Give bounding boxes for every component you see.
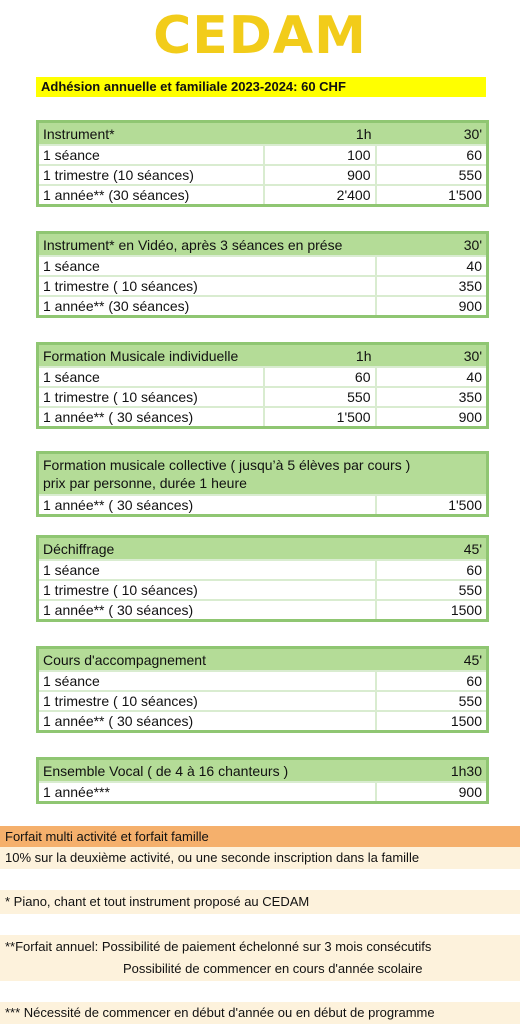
table-header xyxy=(38,122,488,146)
row-label: 1 trimestre ( 10 séances) xyxy=(38,387,264,407)
table-row xyxy=(38,145,488,165)
price-30: 900 xyxy=(376,296,488,317)
row-label: 1 trimestre ( 10 séances) xyxy=(38,580,376,600)
table-header xyxy=(38,759,488,783)
cedam-logo xyxy=(0,6,520,66)
table-row xyxy=(38,407,488,428)
table-title: Cours d'accompagnement xyxy=(38,648,376,672)
forfait-title: Forfait multi activité et forfait famille xyxy=(0,826,520,847)
price-table-accompagnement xyxy=(36,646,489,733)
price-30: 40 xyxy=(376,256,488,276)
row-label: 1 année** (30 séances) xyxy=(38,185,264,206)
price-30: 40 xyxy=(376,367,488,387)
table-row xyxy=(38,276,488,296)
price-table-video xyxy=(36,231,489,318)
table-header xyxy=(38,648,488,672)
table-header xyxy=(38,233,488,257)
duration-1h30: 1h30 xyxy=(376,759,488,783)
footnote-debut: *** Nécessité de commencer en début d'année ou en début de programme xyxy=(0,1002,520,1024)
price-30: 900 xyxy=(376,407,488,428)
price-table-dechiffrage xyxy=(36,535,489,622)
price-1h: 60 xyxy=(264,367,376,387)
duration-30: 30' xyxy=(376,344,488,368)
title-line-1: Formation musicale collective ( jusqu’à 5 élèves par cours ) xyxy=(43,457,411,473)
table-row xyxy=(38,691,488,711)
price-45: 60 xyxy=(376,560,488,580)
table-row xyxy=(38,256,488,276)
duration-1h: 1h xyxy=(264,122,376,146)
row-label: 1 année** ( 30 séances) xyxy=(38,600,376,621)
table-title: Déchiffrage xyxy=(38,537,376,561)
footnote-line-1: **Forfait annuel: Possibilité de paiement échelonné sur 3 mois consécutifs xyxy=(5,939,432,954)
footnote-forfait-annuel xyxy=(0,935,520,981)
table-title: Ensemble Vocal ( de 4 à 16 chanteurs ) xyxy=(38,759,376,783)
price-30: 350 xyxy=(376,387,488,407)
price-45: 1500 xyxy=(376,600,488,621)
table-header xyxy=(38,344,488,368)
price-1h: 1'500 xyxy=(264,407,376,428)
row-label: 1 trimestre (10 séances) xyxy=(38,165,264,185)
price-30: 60 xyxy=(376,145,488,165)
title-line-2: prix par personne, durée 1 heure xyxy=(43,475,247,491)
table-title: Formation Musicale individuelle xyxy=(38,344,264,368)
table-title: Instrument* xyxy=(38,122,264,146)
duration-30: 30' xyxy=(376,122,488,146)
table-row xyxy=(38,782,488,803)
table-row xyxy=(38,600,488,621)
row-label: 1 année** (30 séances) xyxy=(38,296,376,317)
price-table-instrument xyxy=(36,120,489,207)
price-1h: 100 xyxy=(264,145,376,165)
table-row xyxy=(38,387,488,407)
price-30: 350 xyxy=(376,276,488,296)
row-label: 1 séance xyxy=(38,256,376,276)
table-row xyxy=(38,367,488,387)
table-header xyxy=(38,453,488,496)
price-value: 1'500 xyxy=(376,495,488,516)
table-row xyxy=(38,495,488,516)
footnote-instrument: * Piano, chant et tout instrument proposé au CEDAM xyxy=(0,890,520,914)
table-row xyxy=(38,711,488,732)
table-title: Instrument* en Vidéo, après 3 séances en prése xyxy=(38,233,376,257)
logo-text: CEDAM xyxy=(153,6,367,66)
row-label: 1 année** ( 30 séances) xyxy=(38,495,376,516)
price-30: 1'500 xyxy=(376,185,488,206)
table-row xyxy=(38,560,488,580)
table-row xyxy=(38,671,488,691)
duration-45: 45' xyxy=(376,537,488,561)
price-1h30: 900 xyxy=(376,782,488,803)
price-30: 550 xyxy=(376,165,488,185)
price-1h: 2'400 xyxy=(264,185,376,206)
row-label: 1 année*** xyxy=(38,782,376,803)
price-45: 550 xyxy=(376,691,488,711)
membership-fee: Adhésion annuelle et familiale 2023-2024: 60 CHF xyxy=(36,77,486,97)
price-45: 550 xyxy=(376,580,488,600)
table-row xyxy=(38,165,488,185)
table-header xyxy=(38,537,488,561)
row-label: 1 séance xyxy=(38,671,376,691)
row-label: 1 année** ( 30 séances) xyxy=(38,407,264,428)
row-label: 1 trimestre ( 10 séances) xyxy=(38,691,376,711)
price-table-ensemble-vocal xyxy=(36,757,489,804)
duration-1h: 1h xyxy=(264,344,376,368)
footnote-line-2: Possibilité de commencer en cours d'année scolaire xyxy=(123,961,423,976)
price-table-formation-collective xyxy=(36,451,489,517)
table-row xyxy=(38,296,488,317)
price-1h: 900 xyxy=(264,165,376,185)
price-table-formation-individuelle xyxy=(36,342,489,429)
price-45: 60 xyxy=(376,671,488,691)
row-label: 1 séance xyxy=(38,367,264,387)
table-row xyxy=(38,580,488,600)
duration-45: 45' xyxy=(376,648,488,672)
row-label: 1 trimestre ( 10 séances) xyxy=(38,276,376,296)
table-title xyxy=(38,453,488,496)
duration-30: 30' xyxy=(376,233,488,257)
row-label: 1 séance xyxy=(38,145,264,165)
forfait-text: 10% sur la deuxième activité, ou une seconde inscription dans la famille xyxy=(0,847,520,869)
price-1h: 550 xyxy=(264,387,376,407)
row-label: 1 séance xyxy=(38,560,376,580)
row-label: 1 année** ( 30 séances) xyxy=(38,711,376,732)
table-row xyxy=(38,185,488,206)
price-45: 1500 xyxy=(376,711,488,732)
